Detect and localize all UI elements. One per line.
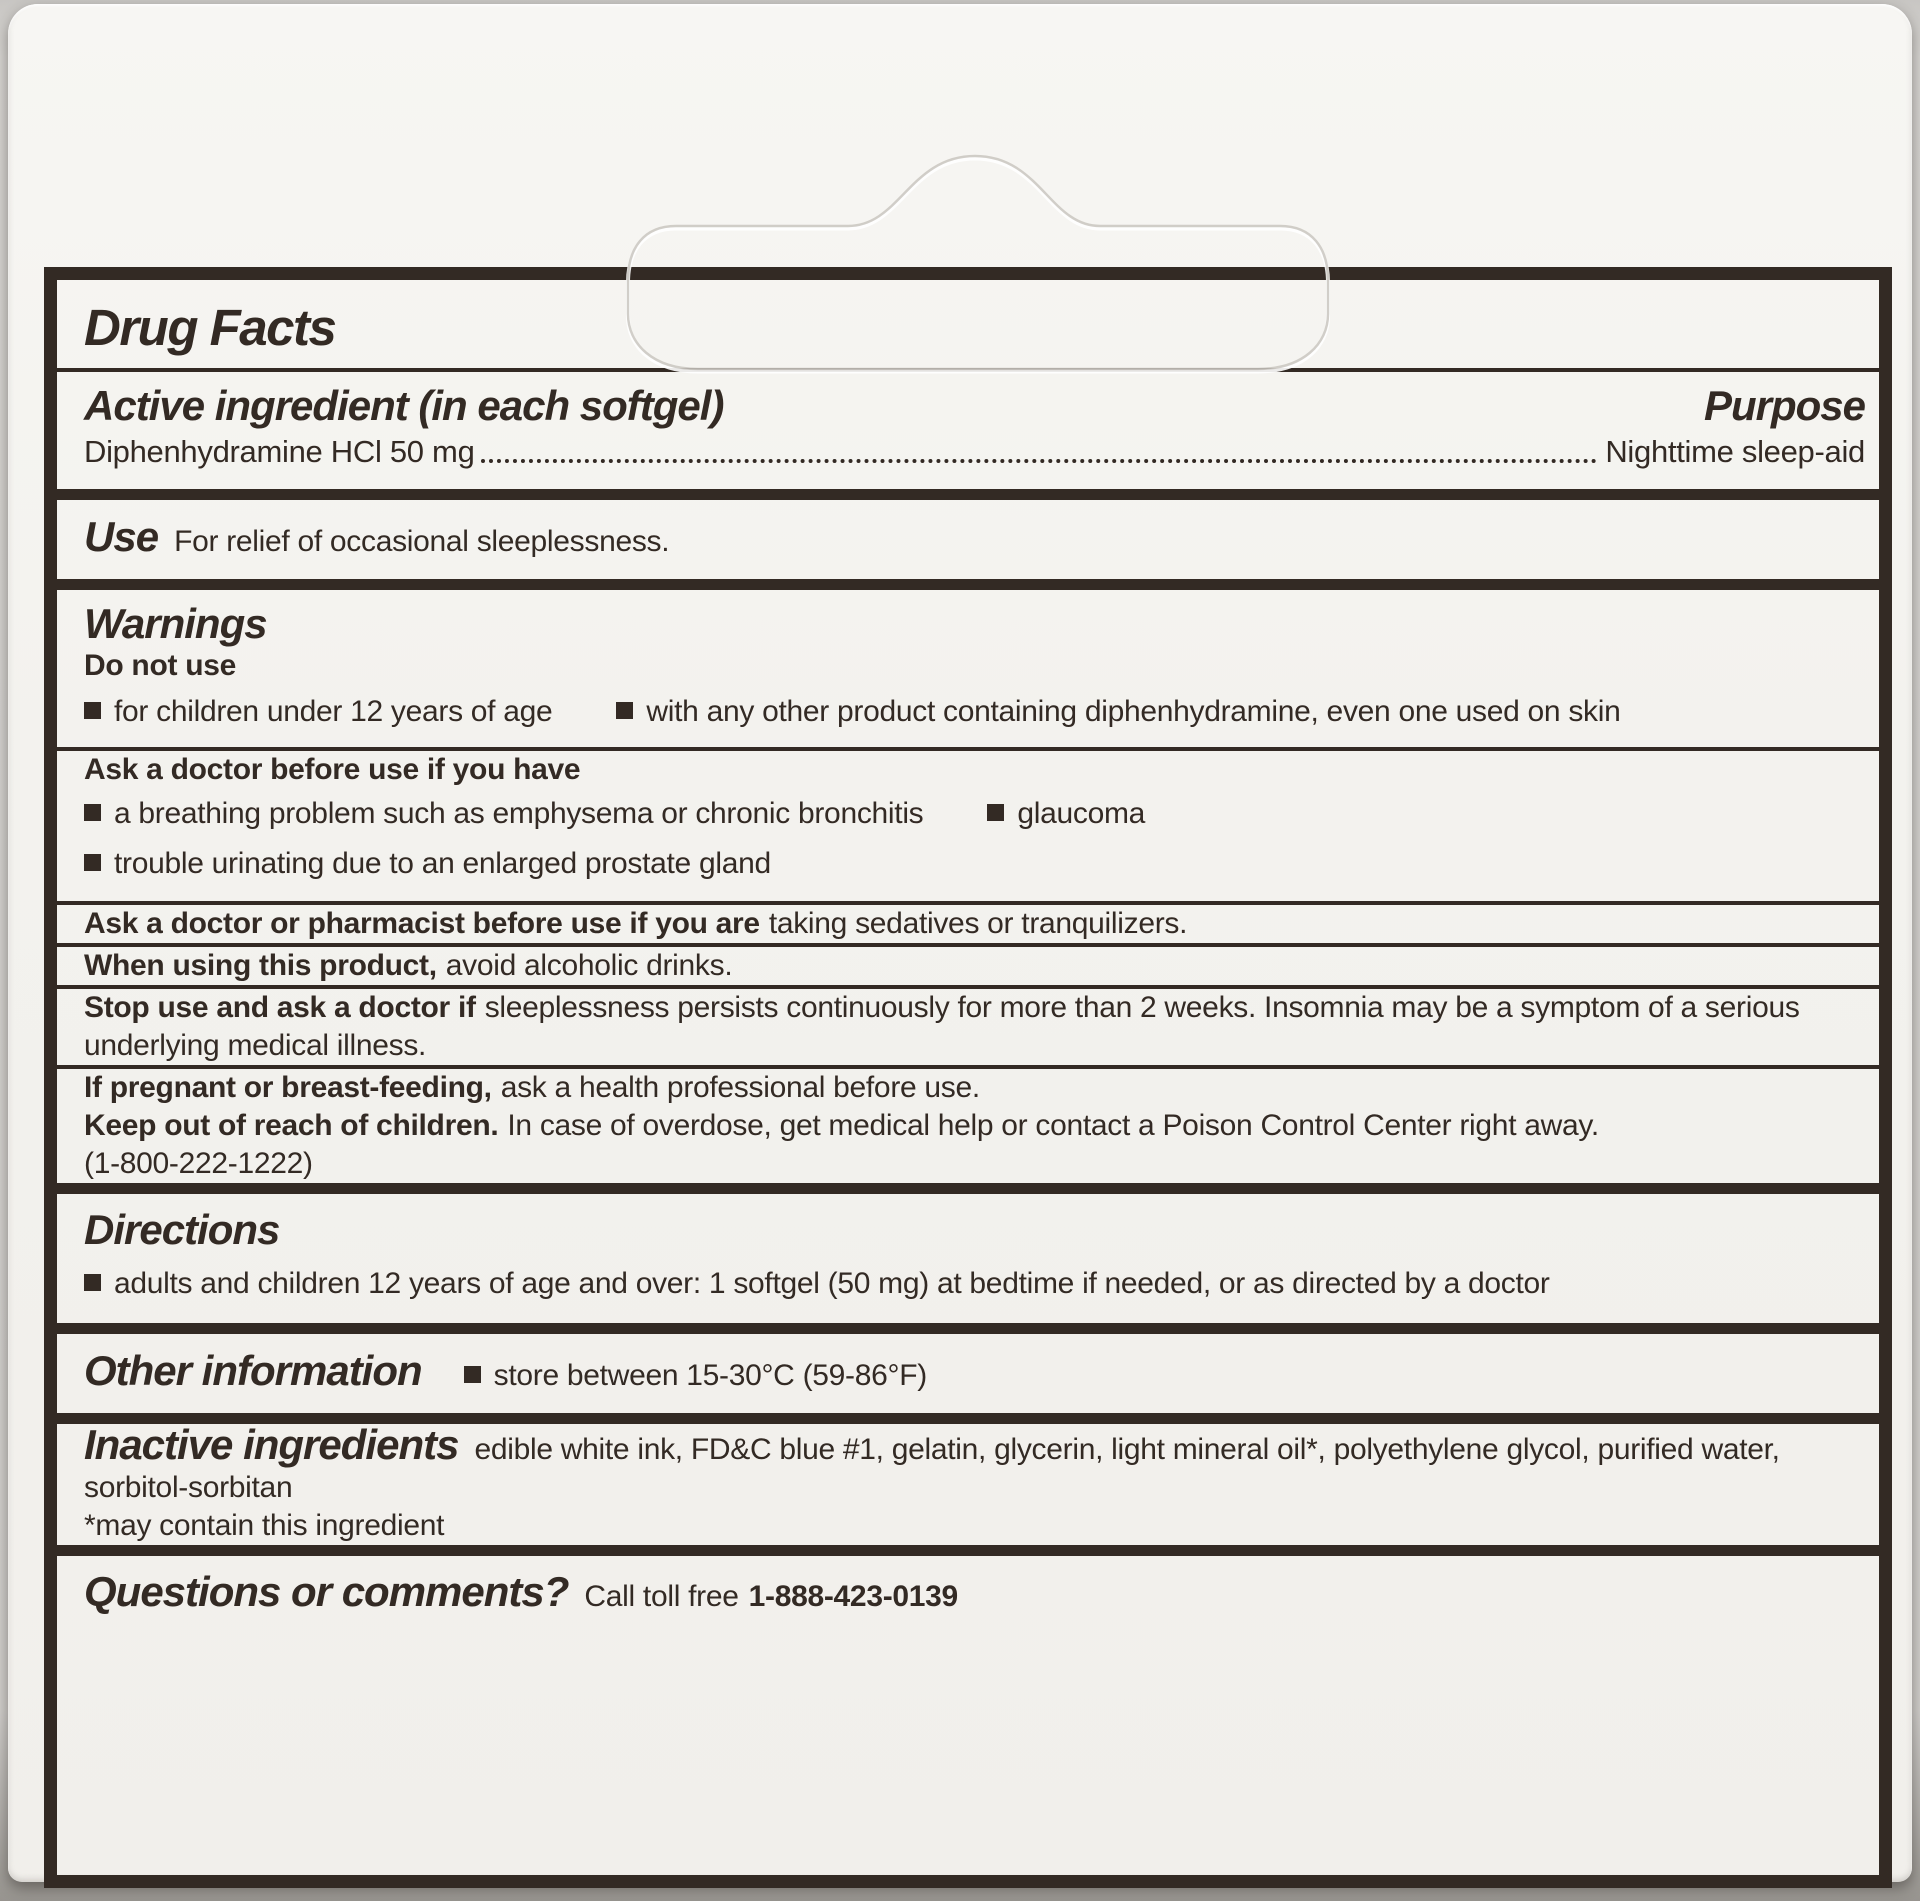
list-item: trouble urinating due to an enlarged prostate gland	[84, 845, 771, 883]
do-not-use-bullets	[57, 693, 1879, 731]
inactive-ingredients-heading: Inactive ingredients	[84, 1421, 459, 1469]
bullet-square-icon	[987, 804, 1004, 821]
other-information-heading: Other information	[84, 1347, 422, 1395]
list-item: a breathing problem such as emphysema or chronic bronchitis	[84, 795, 923, 833]
ingredient-footnote: *may contain this ingredient	[84, 1509, 445, 1543]
list-item: with any other product containing diphenhydramine, even one used on skin	[616, 693, 1620, 731]
active-ingredient-name: Diphenhydramine HCl 50 mg	[84, 434, 475, 470]
directions-section	[57, 1206, 1879, 1303]
purpose-value: Nighttime sleep-aid	[1605, 434, 1865, 470]
use-heading: Use	[84, 513, 159, 561]
use-section	[57, 513, 1879, 561]
poison-control-phone: (1-800-222-1222)	[84, 1147, 313, 1181]
bullet-square-icon	[84, 854, 101, 871]
ask-doctor-heading: Ask a doctor before use if you have	[84, 753, 581, 787]
dot-leader	[481, 459, 1598, 463]
pregnant-line: If pregnant or breast-feeding, ask a health professional before use.	[84, 1071, 980, 1105]
bullet-square-icon	[616, 702, 633, 719]
bullet-square-icon	[84, 702, 101, 719]
inactive-ingredients-paragraph: Inactive ingredients edible white ink, FD&C blue #1, gelatin, glycerin, light mineral oil*, polyethylene glycol, purified water, sorbitol-sorbitan	[84, 1421, 1780, 1505]
other-information-section	[57, 1347, 1879, 1395]
list-item: glaucoma	[987, 795, 1145, 833]
bullet-square-icon	[84, 804, 101, 821]
ask-doctor-pharmacist-line: Ask a doctor or pharmacist before use if you are taking sedatives or tranquilizers.	[84, 907, 1188, 941]
section-divider	[57, 489, 1879, 500]
use-text: For relief of occasional sleeplessness.	[174, 525, 670, 559]
inactive-ingredients-section	[57, 1421, 1879, 1545]
purpose-heading: Purpose	[1703, 382, 1865, 430]
active-ingredient-section	[57, 382, 1879, 471]
drug-facts-title: Drug Facts	[84, 299, 336, 356]
bullet-square-icon	[84, 1274, 101, 1291]
when-using-line: When using this product, avoid alcoholic drinks.	[84, 949, 733, 983]
section-divider	[57, 1183, 1879, 1194]
toll-free-phone: 1-888-423-0139	[748, 1580, 958, 1614]
questions-heading: Questions or comments?	[84, 1568, 569, 1616]
section-divider	[57, 368, 1879, 372]
bullet-square-icon	[464, 1366, 481, 1383]
drug-facts-panel	[44, 267, 1892, 1888]
ask-doctor-bullets-row2	[57, 845, 1879, 883]
package-back-panel	[8, 4, 1912, 1882]
warnings-section	[57, 600, 1879, 1183]
list-item: for children under 12 years of age	[84, 693, 552, 731]
directions-bullet: adults and children 12 years of age and over: 1 softgel (50 mg) at bedtime if needed, or as directed by a doctor	[57, 1265, 1879, 1303]
active-ingredient-heading: Active ingredient (in each softgel)	[84, 382, 724, 430]
section-divider	[57, 579, 1879, 590]
keep-out-line: Keep out of reach of children. In case of overdose, get medical help or contact a Poison Control Center right away.	[84, 1109, 1599, 1143]
questions-section	[57, 1568, 1879, 1616]
directions-heading: Directions	[84, 1206, 280, 1254]
do-not-use-heading: Do not use	[84, 649, 236, 683]
questions-text: Call toll free 1-888-423-0139	[584, 1580, 958, 1614]
warnings-heading: Warnings	[84, 600, 267, 648]
section-divider	[57, 1323, 1879, 1334]
ask-doctor-bullets-row1	[57, 795, 1879, 833]
storage-bullet: store between 15-30°C (59-86°F)	[464, 1359, 927, 1392]
section-divider	[57, 1545, 1879, 1556]
stop-use-paragraph: Stop use and ask a doctor if sleeplessness persists continuously for more than 2 weeks. Insomnia may be a symptom of a serious underlying medical illness.	[84, 991, 1800, 1063]
